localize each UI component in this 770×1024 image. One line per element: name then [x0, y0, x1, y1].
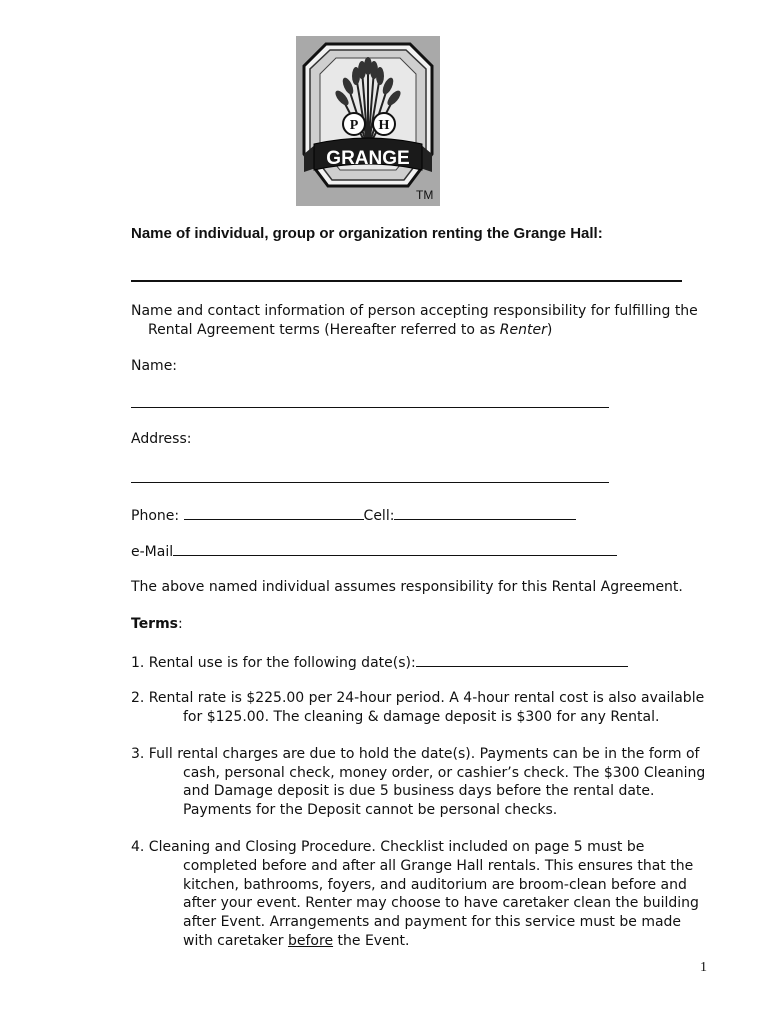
term-4-before-emphasis: before — [288, 933, 334, 949]
trademark-symbol: TM — [416, 188, 434, 202]
phone-label: Phone: — [131, 508, 184, 524]
term-2-line1: 2. Rental rate is $225.00 per 24-hour period. A 4-hour rental cost is also available — [131, 690, 705, 706]
name-label: Name: — [131, 358, 178, 374]
term-3-line3: and Damage deposit is due 5 business days before the rental date. — [183, 783, 655, 799]
address-field[interactable] — [131, 482, 609, 483]
term-2-line2: for $125.00. The cleaning & damage deposit is $300 for any Rental. — [183, 709, 660, 725]
contact-intro-close: ) — [546, 322, 553, 338]
term-1 — [131, 652, 628, 673]
email-label: e-Mail — [131, 544, 174, 560]
page-number: 1 — [700, 960, 707, 975]
cell-field[interactable] — [394, 505, 576, 520]
term-4-line6 — [131, 932, 410, 951]
renter-organization-heading: Name of individual, group or organization renting the Grange Hall: — [131, 225, 603, 242]
renter-term: Renter — [499, 322, 547, 338]
grange-logo-graphic — [296, 36, 440, 206]
term-4-line1: 4. Cleaning and Closing Procedure. Checklist included on page 5 must be — [131, 839, 645, 855]
email-row — [131, 541, 617, 562]
contact-intro-text: Rental Agreement terms (Hereafter referred to as — [148, 322, 500, 338]
term-4-line2: completed before and after all Grange Hall rentals. This ensures that the — [183, 858, 694, 874]
term-3-line4: Payments for the Deposit cannot be personal checks. — [183, 802, 558, 818]
term-4-line6-prefix: with caretaker — [183, 933, 288, 949]
term-4-line4: after your event. Renter may choose to have caretaker clean the building — [183, 895, 699, 911]
term-3-line1: 3. Full rental charges are due to hold the date(s). Payments can be in the form of — [131, 746, 700, 762]
grange-logo — [296, 36, 440, 206]
rental-dates-field[interactable] — [416, 652, 628, 667]
name-field[interactable] — [131, 407, 609, 408]
cell-label: Cell: — [363, 508, 395, 524]
term-3-line2: cash, personal check, money order, or cashier’s check. The $300 Cleaning — [183, 765, 706, 781]
logo-letters-right: H — [378, 118, 390, 133]
terms-heading — [131, 615, 183, 634]
terms-colon: : — [178, 616, 183, 632]
address-label: Address: — [131, 431, 192, 447]
term-1-text: 1. Rental use is for the following date(s): — [131, 655, 416, 671]
email-field[interactable] — [173, 541, 617, 556]
term-4-line3: kitchen, bathrooms, foyers, and auditorium are broom-clean before and — [183, 877, 687, 893]
responsibility-statement: The above named individual assumes responsibility for this Rental Agreement. — [131, 579, 683, 595]
logo-letters-left: P — [349, 118, 359, 133]
terms-label: Terms — [131, 616, 179, 632]
contact-intro-line1: Name and contact information of person accepting responsibility for fulfilling the — [131, 303, 698, 319]
organization-name-line[interactable] — [131, 280, 682, 282]
contact-intro-line2 — [131, 321, 552, 340]
phone-cell-row — [131, 505, 576, 526]
term-4-line6-suffix: the Event. — [333, 933, 410, 949]
term-4-line5: after Event. Arrangements and payment for this service must be made — [183, 914, 682, 930]
logo-banner-text: GRANGE — [326, 148, 410, 169]
phone-field[interactable] — [184, 505, 364, 520]
